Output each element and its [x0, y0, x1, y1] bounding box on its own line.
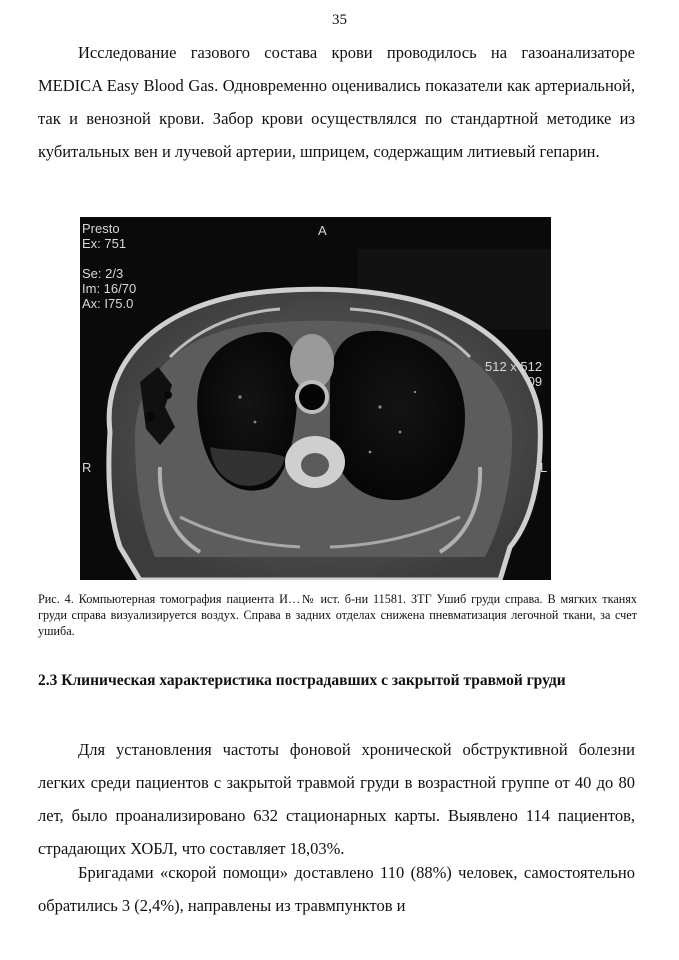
ct-overlay-left-marker: L	[540, 460, 548, 475]
paragraph-copd-frequency: Для установления частоты фоновой хронической обструктивной болезни легких среди пациентов с закрытой травмой груди в возрастной группе от 40 до 80 лет, было проанализировано 632 стационарных карты. Выявлено 114 пациентов, страдающих ХОБЛ, что составляет 18,03%.	[38, 740, 635, 858]
paragraph-blood-gas: Исследование газового состава крови проводилось на газоанализаторе MEDICA Easy Blood Gas. Одновременно оценивались показатели как артериальной, так и венозной крови. Забор крови осуществлялся по стандартной методике из кубитальных вен и лучевой артерии, шприцем, содержащим литиевый гепарин.	[38, 43, 635, 161]
ct-scan-image	[80, 217, 551, 580]
page-number: 35	[332, 12, 347, 28]
ct-overlay-right-marker: R	[82, 460, 92, 475]
figure-caption: Рис. 4. Компьютерная томография пациента И…№ ист. б-ни 11581. ЗТГ Ушиб груди справа. В мягких тканях груди справа визуализируется воздух. Справа в задних отделах снижена пневматизация легочной ткани, за счет ушиба.	[38, 592, 637, 638]
section-heading: 2.3 Клиническая характеристика пострадавших с закрытой травмой груди	[38, 672, 566, 689]
ct-overlay-matrix-size: 512 x 512 09	[485, 359, 543, 389]
ct-scan-drawing	[80, 217, 551, 580]
paragraph-admission-sources: Бригадами «скорой помощи» доставлено 110 (88%) человек, самостоятельно обратились 3 (2,4%), направлены из травмпунктов и	[38, 863, 635, 915]
ct-overlay-anterior-marker: A	[318, 223, 327, 238]
ct-overlay-scan-info: Presto Ex: 751 Se: 2/3 Im: 16/70 Ax: I75.0	[82, 221, 137, 311]
